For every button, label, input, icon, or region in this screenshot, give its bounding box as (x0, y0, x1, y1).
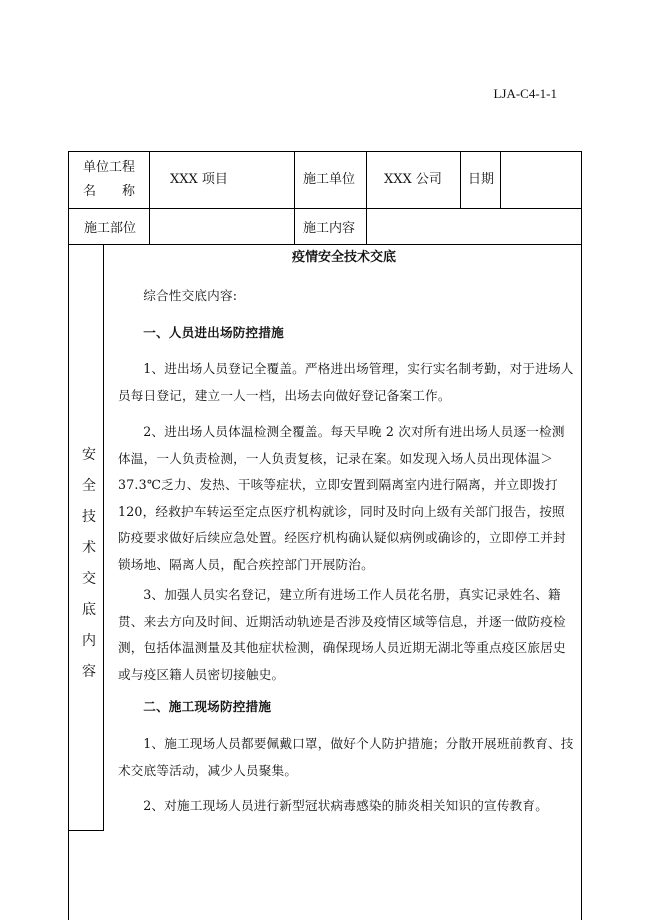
unit-project-label-line2: 名 称 (82, 184, 135, 199)
intro-text: 综合性交底内容: (143, 288, 238, 303)
unit-project-label-line1: 单位工程 (82, 160, 135, 175)
side-label-divider (103, 244, 104, 831)
section2-paragraph-2: 2、对施工现场人员进行新型冠状病毒感染的肺炎相关知识的宣传教育。 (143, 798, 549, 813)
document-code: LJA-C4-1-1 (493, 86, 557, 101)
section1-paragraph-1: 1、进出场人员登记全覆盖。严格进出场管理，实行实名制考勤，对于进场人员每日登记，建立一人一档，出场去向做好登记备案工作。 (118, 361, 574, 403)
col3-divider (366, 151, 367, 244)
unit-project-label (70, 152, 148, 208)
col1-divider (149, 151, 150, 244)
side-char: 底 (82, 602, 96, 618)
section2-heading: 二、施工现场防控措施 (143, 699, 272, 714)
side-char: 全 (82, 478, 96, 494)
side-char: 内 (82, 633, 96, 649)
table-left-border (68, 151, 69, 920)
side-label-bottom (68, 830, 104, 831)
table-right-border (581, 151, 582, 920)
section1-heading: 一、人员进出场防控措施 (143, 325, 284, 340)
section1-paragraph-3: 3、加强人员实名登记，建立所有进场工作人员花名册，真实记录姓名、籍贯、来去方向及时间、近期活动轨迹是否涉及疫情区域等信息，并逐一做防疫检测，包括体温测量及其他症状检测，确保现场人员近期无湖北等重点疫区旅居史或与疫区籍人员密切接触史。 (118, 587, 566, 682)
project-name: XXX 项目 (170, 171, 228, 187)
side-char: 交 (82, 571, 96, 587)
construction-unit-value: XXX 公司 (384, 171, 442, 187)
construction-content-label: 施工内容 (303, 221, 356, 236)
section1-paragraph-2: 2、进出场人员体温检测全覆盖。每天早晚 2 次对所有进出场人员逐一检测体温，一人负责检测，一人负责复核，记录在案。如发现入场人员出现体温＞37.3℃乏力、发热、干咳等症状，立即安置到隔离室内进行隔离，并立即拨打 120，经救护车转运至定点医疗机构就诊，同时及时向上级有关部门报告，按照防疫要求做好后续应急处置。经医疗机构确认疑似病例或确诊的，立即停工并封锁场地、隔离人员，配合疾控部门开展防治。 (118, 424, 566, 572)
row2-divider (68, 244, 582, 245)
side-char: 容 (82, 664, 96, 680)
col4-divider (460, 151, 461, 208)
construction-unit-label: 施工单位 (303, 171, 356, 187)
disclosure-title: 疫情安全技术交底 (291, 250, 396, 265)
construction-dept-label: 施工部位 (84, 221, 137, 236)
side-label (76, 440, 102, 688)
date-label: 日期 (468, 171, 495, 187)
section2-paragraph-1: 1、施工现场人员都要佩戴口罩，做好个人防护措施；分散开展班前教育、技术交底等活动，减少人员聚集。 (118, 736, 574, 778)
side-char: 技 (82, 509, 96, 525)
col2-divider (294, 151, 295, 244)
col5-divider (500, 151, 501, 208)
side-char: 安 (82, 447, 96, 463)
side-char: 术 (82, 540, 96, 556)
